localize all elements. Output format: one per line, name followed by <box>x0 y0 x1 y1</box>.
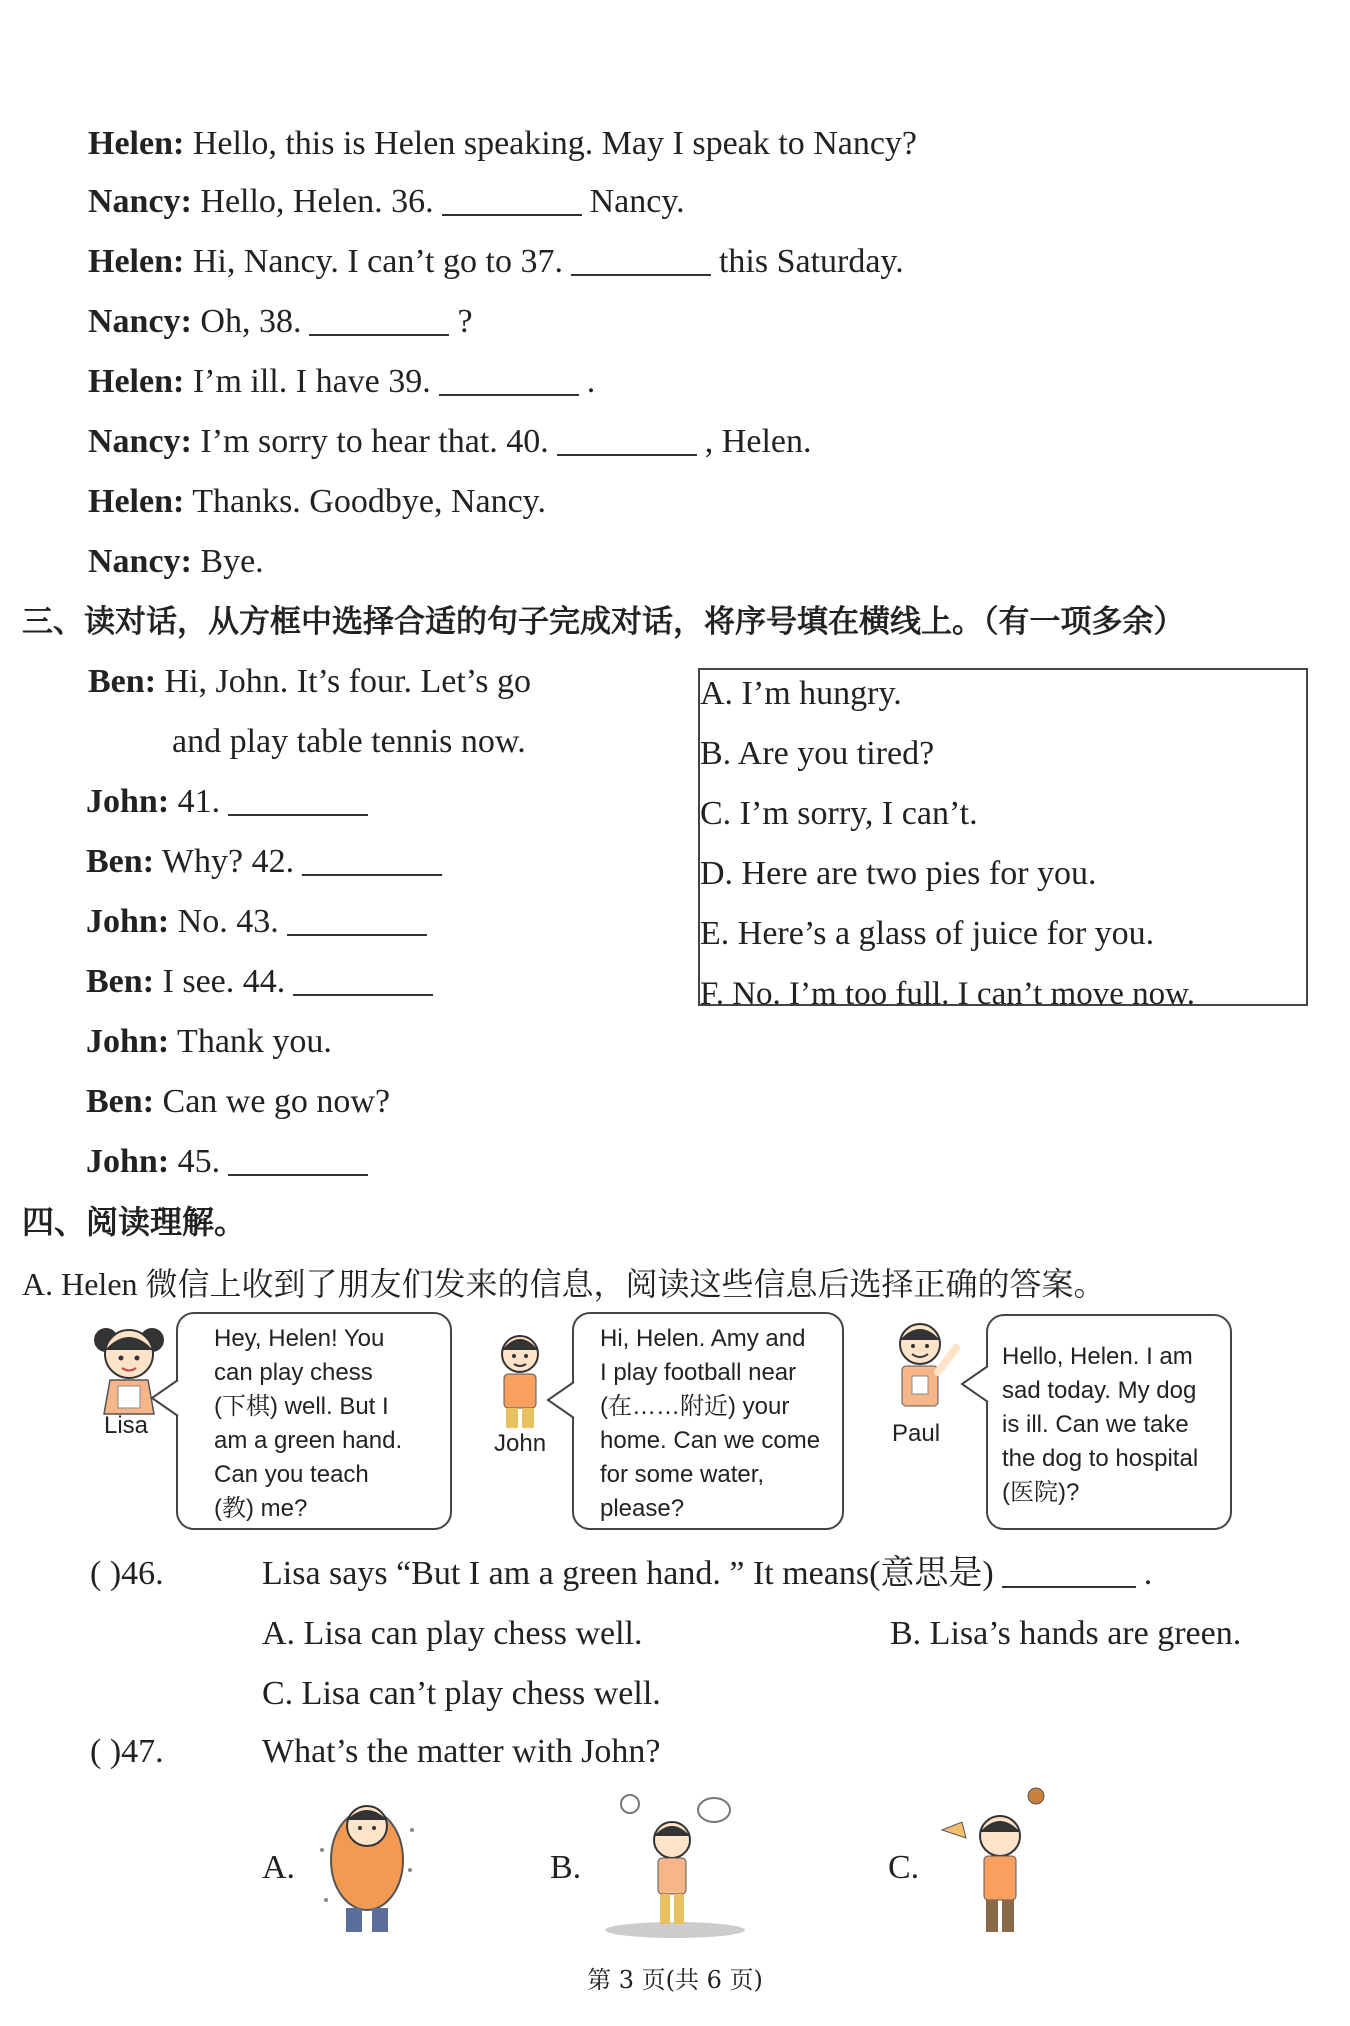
message-line: (医院)? <box>1002 1479 1080 1506</box>
option-a: A. I’m hungry. <box>700 675 902 712</box>
message-line: can play chess <box>214 1359 373 1386</box>
answer-blank-43[interactable] <box>287 904 427 936</box>
speaker: Helen <box>88 363 173 400</box>
utterance-end: ? <box>457 303 473 340</box>
message-line: is ill. Can we take <box>1002 1411 1189 1438</box>
dialogue-line: Ben: Hi, John. It’s four. Let’s go <box>88 663 531 700</box>
dialogue-line: Nancy: Oh, 38. ? <box>88 303 473 340</box>
speaker: Nancy <box>88 303 181 340</box>
section3-heading: 三、读对话，从方框中选择合适的句子完成对话，将序号填在横线上。（有一项多余） <box>22 604 1185 640</box>
message-line: Hey, Helen! You <box>214 1325 385 1352</box>
lisa-message-bubble <box>176 1312 452 1530</box>
utterance: Hello, Helen. 36. <box>200 183 434 220</box>
dialogue-line: Helen: Hello, this is Helen speaking. May I speak to Nancy? <box>88 125 918 162</box>
utterance: No. 43. <box>177 903 279 940</box>
john-message-bubble <box>572 1312 844 1530</box>
dialogue-line: Ben: I see. 44. <box>86 962 441 1002</box>
utterance: Thank you. <box>177 1023 332 1060</box>
lisa-name: Lisa <box>104 1412 149 1439</box>
dialogue-line: Helen: Hi, Nancy. I can’t go to 37. this Saturday. <box>88 243 904 280</box>
message-line: (下棋) well. But I <box>214 1393 389 1420</box>
speaker: Ben <box>86 1083 143 1120</box>
option-b: B. Are you tired? <box>700 735 935 772</box>
speaker: Ben <box>86 963 143 1000</box>
q46-blank[interactable] <box>1002 1556 1136 1588</box>
dialogue-line: John: No. 43. <box>86 902 435 942</box>
q47-option-b-label[interactable]: B. <box>550 1849 582 1886</box>
john-figure <box>490 1330 550 1430</box>
dialogue-line: Ben: Can we go now? <box>86 1083 391 1120</box>
john-name: John <box>494 1430 547 1457</box>
dialogue-line: Nancy: Hello, Helen. 36. Nancy. <box>88 183 685 220</box>
bubble-tail-icon <box>960 1364 990 1404</box>
message-line: Can you teach <box>214 1461 369 1488</box>
q47-answer-paren[interactable]: ( )47. <box>90 1733 164 1770</box>
dialogue-line: John: 41. <box>86 782 376 822</box>
q46-option-b[interactable]: B. Lisa’s hands are green. <box>890 1615 1242 1652</box>
speaker: John <box>86 1143 158 1180</box>
option-e: E. Here’s a glass of juice for you. <box>700 915 1155 952</box>
bubble-tail-icon <box>546 1380 576 1420</box>
answer-blank-38[interactable] <box>309 304 449 336</box>
message-line: sad today. My dog <box>1002 1377 1197 1404</box>
utterance: Thanks. Goodbye, Nancy. <box>192 483 546 520</box>
section4-heading: 四、阅读理解。 <box>22 1203 247 1241</box>
dialogue-line: Ben: Why? 42. <box>86 842 450 882</box>
utterance-end: this Saturday. <box>718 243 904 280</box>
message-line: (教) me? <box>214 1495 308 1522</box>
q46-answer-paren[interactable]: ( )46. <box>90 1555 164 1592</box>
speaker: Nancy <box>88 543 181 580</box>
speaker: John <box>86 903 158 940</box>
dialogue-line: John: 45. <box>86 1142 376 1182</box>
speaker: Nancy <box>88 423 181 460</box>
paul-figure <box>884 1318 964 1422</box>
paul-message-bubble <box>986 1314 1232 1530</box>
utterance: Oh, 38. <box>200 303 302 340</box>
utterance: Why? 42. <box>161 843 295 880</box>
answer-blank-44[interactable] <box>293 964 433 996</box>
utterance: Hi, Nancy. I can’t go to 37. <box>192 243 563 280</box>
message-line: I play football near <box>600 1359 797 1386</box>
dialogue-line: Helen: I’m ill. I have 39. . <box>88 363 596 400</box>
utterance: Can we go now? <box>162 1083 391 1120</box>
answer-blank-42[interactable] <box>302 844 442 876</box>
paul-name: Paul <box>892 1420 941 1447</box>
message-line: Hello, Helen. I am <box>1002 1343 1193 1370</box>
speaker: Ben <box>88 663 145 700</box>
dialogue-line: John: Thank you. <box>86 1023 332 1060</box>
utterance-end: , Helen. <box>704 423 812 460</box>
option-d: D. Here are two pies for you. <box>700 855 1097 892</box>
utterance-end: Nancy. <box>589 183 685 220</box>
hungry-boy-picture <box>938 1784 1058 1940</box>
utterance: Hello, this is Helen speaking. May I speak to Nancy? <box>192 125 918 162</box>
message-line: Hi, Helen. Amy and <box>600 1325 806 1352</box>
q47-option-a-label[interactable]: A. <box>262 1849 296 1886</box>
message-line: please? <box>600 1495 685 1522</box>
message-line: (在……附近) your <box>600 1393 790 1420</box>
utterance-end: . <box>586 363 596 400</box>
dialogue-line: Nancy: Bye. <box>88 543 264 580</box>
answer-blank-39[interactable] <box>439 364 579 396</box>
utterance: I’m ill. I have 39. <box>192 363 431 400</box>
answer-blank-36[interactable] <box>442 184 582 216</box>
message-line: for some water, <box>600 1461 765 1488</box>
q47-question: What’s the matter with John? <box>262 1733 661 1770</box>
dialogue-line: Helen: Thanks. Goodbye, Nancy. <box>88 483 546 520</box>
utterance: 45. <box>177 1143 221 1180</box>
thirsty-boy-picture <box>600 1790 750 1940</box>
q47-option-c-label[interactable]: C. <box>888 1849 920 1886</box>
utterance: 41. <box>177 783 221 820</box>
part-a-instructions: A. Helen 微信上收到了朋友们发来的信息，阅读这些信息后选择正确的答案。 <box>22 1266 1106 1302</box>
answer-blank-37[interactable] <box>571 244 711 276</box>
speaker: Helen <box>88 243 173 280</box>
bubble-tail-icon <box>150 1378 180 1418</box>
option-f: F. No. I’m too full. I can’t move now. <box>700 976 1196 1012</box>
speaker: Helen <box>88 483 173 520</box>
option-box <box>698 668 1308 1006</box>
utterance: and play table tennis now. <box>172 723 526 760</box>
cold-boy-picture <box>312 1790 422 1940</box>
q46-option-a[interactable]: A. Lisa can play chess well. <box>262 1615 643 1652</box>
utterance: I’m sorry to hear that. 40. <box>200 423 549 460</box>
q46-question <box>262 1554 1152 1594</box>
q46-end: . <box>1143 1555 1153 1592</box>
utterance: Hi, John. It’s four. Let’s go <box>164 663 531 700</box>
utterance: I see. 44. <box>162 963 286 1000</box>
q46-option-c[interactable]: C. Lisa can’t play chess well. <box>262 1675 661 1712</box>
answer-blank-41[interactable] <box>228 784 368 816</box>
utterance: Bye. <box>200 543 264 580</box>
message-line: the dog to hospital <box>1002 1445 1199 1472</box>
q46-text: Lisa says “But I am a green hand. ” It means(意思是) <box>262 1555 994 1592</box>
message-line: am a green hand. <box>214 1427 403 1454</box>
answer-blank-45[interactable] <box>228 1144 368 1176</box>
message-line: home. Can we come <box>600 1427 821 1454</box>
answer-blank-40[interactable] <box>557 424 697 456</box>
speaker: Nancy <box>88 183 181 220</box>
page-number: 第 3 页(共 6 页) <box>587 1966 763 1994</box>
speaker: Ben <box>86 843 143 880</box>
speaker: John <box>86 1023 158 1060</box>
dialogue-line: Nancy: I’m sorry to hear that. 40. , Helen. <box>88 423 812 460</box>
dialogue-line <box>172 722 526 762</box>
speaker: John <box>86 783 158 820</box>
speaker: Helen <box>88 125 173 162</box>
option-c: C. I’m sorry, I can’t. <box>700 795 978 832</box>
